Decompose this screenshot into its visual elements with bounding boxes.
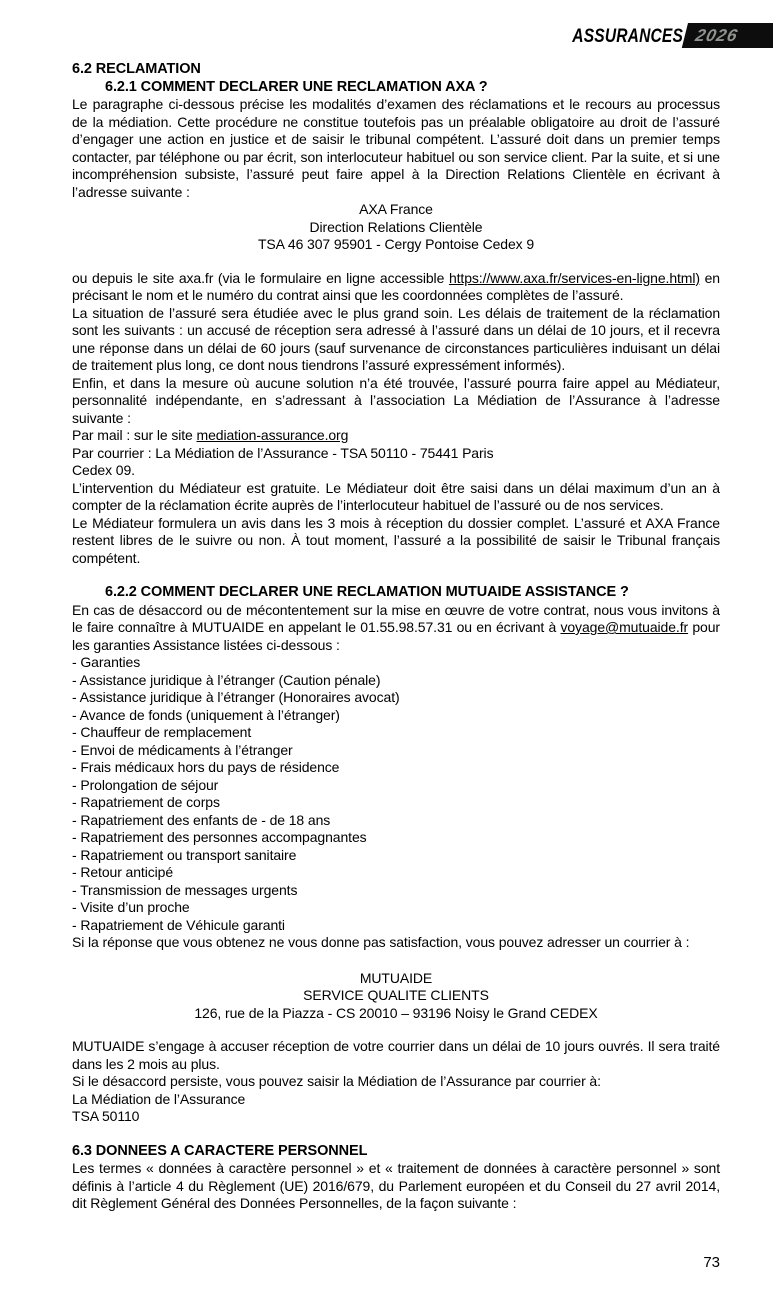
section-6-3-title: 6.3 DONNEES A CARACTERE PERSONNEL [72, 1142, 368, 1159]
list-item: - Transmission de messages urgents [72, 881, 298, 898]
axa-address-line: AXA France [359, 201, 433, 217]
line-text: Par mail : sur le site [72, 427, 197, 443]
list-item: - Garanties [72, 654, 141, 670]
list-item: - Chauffeur de remplacement [72, 724, 252, 740]
section-6-2-2-title: 6.2.2 COMMENT DECLARER UNE RECLAMATION MUTUAIDE ASSISTANCE ? [105, 584, 629, 600]
page-number: 73 [703, 1254, 720, 1271]
list-item: - Rapatriement ou transport sanitaire [72, 846, 297, 863]
list-item: - Retour anticipé [72, 864, 174, 880]
list-item: - Frais médicaux hors du pays de résidence [72, 759, 340, 775]
section-6-2-title: 6.2 RECLAMATION [72, 61, 201, 77]
paragraph-personal-data-intro: Les termes « données à caractère personnel » et « traitement de données à caractère personnel » sont définis à l’article 4 du Règlement (UE) 2016/679, du Parlement européen et du Conseil du 27 avril 2014, dit Règlement Général des Données Personnelles, de la façon suivante : [72, 1160, 720, 1211]
paragraph-text: pour les garanties Assistance listées ci-dessous : [72, 619, 720, 653]
axa-address-block [72, 201, 720, 254]
mediator-cedex-line: Cedex 09. [72, 462, 135, 478]
list-item: - Assistance juridique à l’étranger (Honoraires avocat) [72, 689, 400, 705]
list-item: - Rapatriement de Véhicule garanti [72, 916, 285, 933]
paragraph-persistent-disagreement: Si le désaccord persiste, vous pouvez saisir la Médiation de l’Assurance par courrier à: [72, 1073, 601, 1089]
axa-address-line: TSA 46 307 95901 - Cergy Pontoise Cedex 9 [257, 236, 535, 252]
paragraph-if-unsatisfied: Si la réponse que vous obtenez ne vous donne pas satisfaction, vous pouvez adresser un courrier à : [72, 934, 690, 950]
paragraph-axa-online-form [72, 270, 720, 305]
list-item: - Rapatriement des enfants de - de 18 ans [72, 811, 331, 828]
paragraph-mutuaide-ack: MUTUAIDE s’engage à accuser réception de votre courrier dans un délai de 10 jours ouvrés. Il sera traité dans les 2 mois au plus. [72, 1038, 720, 1072]
mutuaide-address-block [72, 970, 720, 1023]
mediation-tsa-line: TSA 50110 [72, 1108, 140, 1124]
paragraph-mediator-opinion: Le Médiateur formulera un avis dans les 3 mois à réception du dossier complet. L’assuré et AXA France restent libres de le suivre ou non. À tout moment, l’assuré a la possibilité de saisir le Tribunal français compétent. [72, 514, 720, 566]
mutuaide-email-link[interactable]: voyage@mutuaide.fr [560, 619, 689, 635]
section-6-2-1-title: 6.2.1 COMMENT DECLARER UNE RECLAMATION AXA ? [105, 78, 488, 95]
list-item: - Rapatriement des personnes accompagnantes [72, 829, 367, 845]
mediator-mail-line [72, 427, 720, 445]
brand-year-label: 2026 [693, 26, 741, 45]
mutuaide-address-line: MUTUAIDE [359, 969, 433, 986]
paragraph-mediator-free: L’intervention du Médiateur est gratuite. Le Médiateur doit être saisi dans un délai maximum d’un an à compter de la réclamation écrite auprès de l’interlocuteur habituel de l’assuré ou de nos services. [72, 479, 720, 513]
list-item: - Prolongation de séjour [72, 776, 219, 793]
axa-address-line: Direction Relations Clientèle [309, 218, 483, 235]
mutuaide-address-line: SERVICE QUALITE CLIENTS [303, 987, 489, 1003]
mutuaide-address-line: 126, rue de la Piazza - CS 20010 – 93196 Noisy le Grand CEDEX [194, 1004, 598, 1021]
paragraph-text: En cas de désaccord ou de mécontentement sur la mise en œuvre de votre contrat, nous vous invitons à le faire connaître à MUTUAIDE en appelant le 01.55.98.57.31 ou en écrivant à [72, 601, 720, 635]
list-item: - Envoi de médicaments à l’étranger [72, 741, 293, 758]
list-item: - Assistance juridique à l’étranger (Caution pénale) [72, 671, 381, 688]
mediation-assurance-link[interactable]: mediation-assurance.org [196, 427, 349, 443]
paragraph-mediator-intro: Enfin, et dans la mesure où aucune solution n’a été trouvée, l’assuré pourra faire appel au Médiateur, personnalité indépendante, en s’adressant à l’association La Médiation de l’Assurance à l’adresse suivante : [72, 374, 720, 426]
list-item: - Visite d’un proche [72, 899, 190, 915]
brand-logo-text: ASSURANCES [572, 26, 683, 47]
paragraph-text: ou depuis le site axa.fr (via le formulaire en ligne accessible [72, 269, 449, 286]
brand-year-box [682, 23, 773, 48]
list-item: - Rapatriement de corps [72, 794, 220, 810]
paragraph-processing-delays: La situation de l’assuré sera étudiée avec le plus grand soin. Les délais de traitement de la réclamation sont les suivants : un accusé de réception sera adressé à l’assuré dans un délai de 10 jours, et il recevra une réponse dans un délai de 60 jours (sauf survenance de circonstances particulières induisant un délai de traitement plus long, ce dont nous tiendrons l’assuré expressément informés). [72, 304, 720, 373]
paragraph-mutuaide-contact [72, 602, 720, 655]
list-item: - Avance de fonds (uniquement à l’étranger) [72, 706, 340, 723]
axa-services-link[interactable]: https://www.axa.fr/services-en-ligne.html) [448, 269, 700, 286]
paragraph-reclamation-intro: Le paragraphe ci-dessous précise les modalités d’examen des réclamations et le recours au processus de la médiation. Cette procédure ne constitue toutefois pas un préalable obligatoire au droit de l’assuré d’engager une action en justice et de saisir le tribunal compétent. L’assuré doit dans un premier temps contacter, par téléphone ou par écrit, son interlocuteur habituel ou son service client. Par la suite, et si une incompréhension subsiste, l’assuré peut faire appel à la Direction Relations Clientèle en écrivant à l’adresse suivante : [72, 96, 720, 200]
guarantees-list [72, 654, 720, 934]
document-content [72, 61, 720, 1213]
mediator-courrier-line: Par courrier : La Médiation de l’Assurance - TSA 50110 - 75441 Paris [72, 444, 494, 461]
paragraph-text: en précisant le nom et le numéro du contrat ainsi que les coordonnées complètes de l’assuré. [72, 269, 720, 303]
mediation-name-line: La Médiation de l’Assurance [72, 1090, 246, 1107]
